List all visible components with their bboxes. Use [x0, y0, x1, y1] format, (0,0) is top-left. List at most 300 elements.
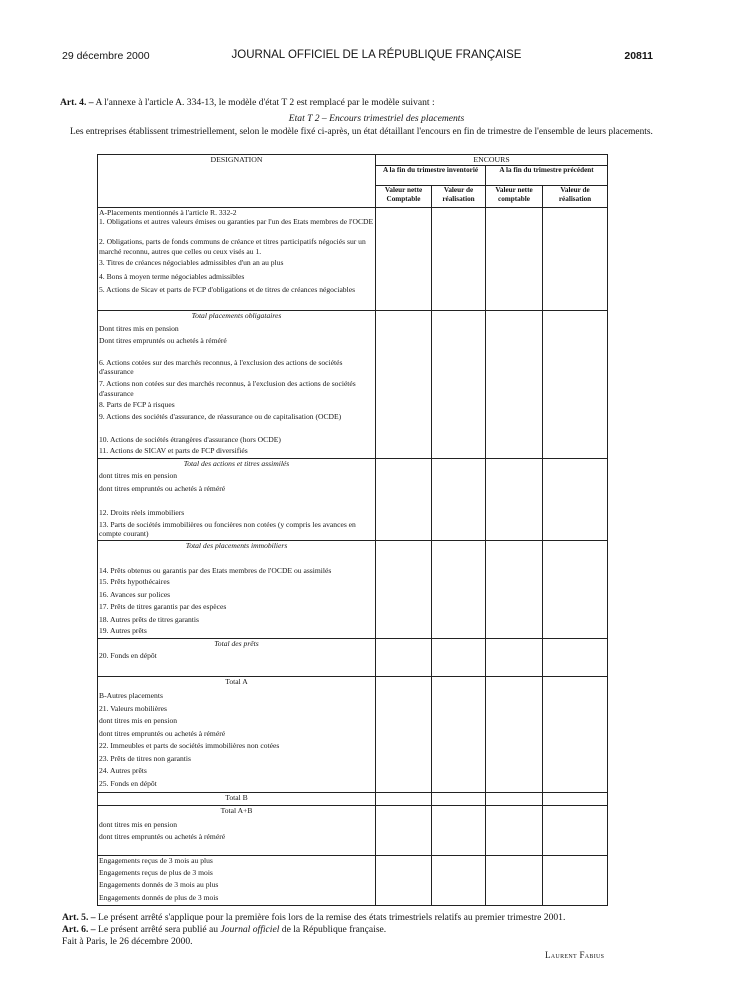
table-row: [98, 217, 608, 237]
value-cell: [376, 237, 432, 258]
article-4-text: A l'annexe à l'article A. 334-13, le modèle d'état T 2 est remplacé par le modèle suivant :: [93, 97, 435, 108]
value-cell: [486, 446, 543, 459]
net-book-value-prev-header: Valeur nette comptable: [486, 185, 543, 207]
value-cell: [376, 272, 432, 286]
value-cell: [543, 272, 608, 286]
row-designation: 5. Actions de Sicav et parts de FCP d'obligations et de titres de créances négociables: [98, 285, 376, 310]
value-cell: [486, 754, 543, 767]
table-row: [98, 508, 608, 520]
table-row: [98, 704, 608, 717]
fait-a-paris: Fait à Paris, le 26 décembre 2000.: [62, 936, 193, 947]
value-cell: [376, 508, 432, 520]
value-cell: [432, 716, 486, 729]
value-cell: [486, 258, 543, 272]
table-row: [98, 651, 608, 676]
value-cell: [376, 832, 432, 855]
value-cell: [432, 412, 486, 435]
value-cell: [376, 820, 432, 833]
value-cell: [486, 400, 543, 412]
value-cell: [432, 766, 486, 779]
value-cell: [486, 435, 543, 447]
value-cell: [376, 484, 432, 508]
value-cell: [486, 217, 543, 237]
value-cell: [432, 285, 486, 310]
row-designation: 25. Fonds en dépôt: [98, 779, 376, 793]
value-cell: [486, 566, 543, 578]
row-designation: Total B: [98, 792, 376, 806]
value-cell: [376, 217, 432, 237]
value-cell: [543, 207, 608, 217]
value-cell: [543, 779, 608, 793]
value-cell: [432, 615, 486, 627]
row-designation: 22. Immeubles et parts de sociétés immobilières non cotées: [98, 741, 376, 754]
value-cell: [543, 217, 608, 237]
value-cell: [376, 651, 432, 676]
table-row: [98, 471, 608, 484]
value-cell: [543, 832, 608, 855]
value-cell: [432, 590, 486, 603]
table-row: [98, 336, 608, 358]
value-cell: [432, 893, 486, 906]
row-designation: 2. Obligations, parts de fonds communs de créance et titres participatifs négociés sur un marché reconnu, autres que celles ou ceux visés au 1.: [98, 237, 376, 258]
table-row: [98, 806, 608, 820]
row-designation: Dont titres mis en pension: [98, 324, 376, 336]
table-row: [98, 820, 608, 833]
value-cell: [543, 379, 608, 400]
value-cell: [376, 400, 432, 412]
value-cell: [432, 855, 486, 868]
table-row: [98, 754, 608, 767]
value-cell: [486, 484, 543, 508]
value-cell: [543, 508, 608, 520]
value-cell: [432, 471, 486, 484]
table-row: [98, 258, 608, 272]
value-cell: [376, 893, 432, 906]
row-designation: dont titres empruntés ou achetés à réméré: [98, 484, 376, 508]
value-cell: [486, 459, 543, 472]
table-row: [98, 379, 608, 400]
table-row: [98, 691, 608, 704]
table-row: [98, 459, 608, 472]
value-cell: [486, 310, 543, 324]
value-cell: [543, 729, 608, 742]
value-cell: [486, 412, 543, 435]
table-row: [98, 729, 608, 742]
row-designation: 7. Actions non cotées sur des marchés reconnus, à l'exclusion des actions de sociétés d'assurance: [98, 379, 376, 400]
value-cell: [486, 691, 543, 704]
row-designation: Total des placements immobiliers: [98, 540, 376, 565]
value-cell: [432, 779, 486, 793]
row-designation: 6. Actions cotées sur des marchés reconnus, à l'exclusion des actions de sociétés d'assurance: [98, 358, 376, 380]
value-cell: [486, 540, 543, 565]
table-row: [98, 577, 608, 590]
value-cell: [486, 358, 543, 380]
row-designation: 8. Parts de FCP à risques: [98, 400, 376, 412]
value-cell: [486, 766, 543, 779]
row-designation: dont titres mis en pension: [98, 716, 376, 729]
page-number: 20811: [624, 50, 653, 62]
value-cell: [376, 639, 432, 652]
row-designation: Engagements donnés de 3 mois au plus: [98, 880, 376, 893]
table-row: [98, 792, 608, 806]
value-cell: [376, 590, 432, 603]
value-cell: [543, 258, 608, 272]
value-cell: [486, 729, 543, 742]
value-cell: [543, 855, 608, 868]
table-row: [98, 741, 608, 754]
value-cell: [432, 806, 486, 820]
article-5: [62, 912, 565, 923]
value-cell: [432, 207, 486, 217]
table-row: [98, 779, 608, 793]
article-4-label: Art. 4. –: [60, 97, 94, 108]
row-designation: 1. Obligations et autres valeurs émises ou garanties par l'un des Etats membres de l'OCDE: [98, 217, 376, 237]
value-cell: [432, 508, 486, 520]
row-designation: 19. Autres prêts: [98, 626, 376, 639]
value-cell: [543, 806, 608, 820]
value-cell: [543, 435, 608, 447]
value-cell: [543, 459, 608, 472]
value-cell: [376, 766, 432, 779]
row-designation: 3. Titres de créances négociables admissibles d'un an au plus: [98, 258, 376, 272]
value-cell: [486, 508, 543, 520]
value-cell: [543, 400, 608, 412]
row-designation: Engagements donnés de plus de 3 mois: [98, 893, 376, 906]
row-designation: 10. Actions de sociétés étrangères d'assurance (hors OCDE): [98, 435, 376, 447]
row-designation: Total des actions et titres assimilés: [98, 459, 376, 472]
value-cell: [543, 754, 608, 767]
value-cell: [486, 285, 543, 310]
value-cell: [432, 880, 486, 893]
value-cell: [543, 310, 608, 324]
article-6-text-after: de la République française.: [279, 924, 387, 935]
realisation-value-prev-header: Valeur de réalisation: [543, 185, 608, 207]
article-6: [62, 924, 386, 935]
value-cell: [376, 336, 432, 358]
row-designation: 21. Valeurs mobilières: [98, 704, 376, 717]
row-designation: Total A+B: [98, 806, 376, 820]
realisation-value-header: Valeur de réalisation: [432, 185, 486, 207]
signature: Laurent Fabius: [545, 950, 605, 960]
value-cell: [376, 285, 432, 310]
value-cell: [543, 792, 608, 806]
table-row: [98, 237, 608, 258]
value-cell: [432, 729, 486, 742]
value-cell: [432, 741, 486, 754]
value-cell: [376, 754, 432, 767]
value-cell: [432, 379, 486, 400]
value-cell: [376, 577, 432, 590]
article-6-label: Art. 6. –: [62, 924, 96, 935]
value-cell: [543, 484, 608, 508]
value-cell: [376, 412, 432, 435]
value-cell: [543, 893, 608, 906]
table-row: [98, 324, 608, 336]
value-cell: [376, 324, 432, 336]
value-cell: [432, 358, 486, 380]
value-cell: [543, 626, 608, 639]
value-cell: [486, 855, 543, 868]
etat-title: Etat T 2 – Encours trimestriel des placements: [288, 113, 465, 124]
table-row: [98, 626, 608, 639]
value-cell: [543, 577, 608, 590]
value-cell: [486, 868, 543, 881]
row-designation: dont titres mis en pension: [98, 820, 376, 833]
table-row: [98, 615, 608, 627]
value-cell: [432, 217, 486, 237]
value-cell: [376, 358, 432, 380]
table-row: [98, 358, 608, 380]
value-cell: [432, 868, 486, 881]
row-designation: 15. Prêts hypothécaires: [98, 577, 376, 590]
value-cell: [543, 716, 608, 729]
table-row: [98, 207, 608, 217]
value-cell: [376, 729, 432, 742]
value-cell: [432, 754, 486, 767]
value-cell: [432, 484, 486, 508]
value-cell: [376, 379, 432, 400]
value-cell: [486, 237, 543, 258]
value-cell: [543, 324, 608, 336]
row-designation: 23. Prêts de titres non garantis: [98, 754, 376, 767]
value-cell: [376, 258, 432, 272]
value-cell: [376, 806, 432, 820]
value-cell: [432, 566, 486, 578]
row-designation: dont titres mis en pension: [98, 471, 376, 484]
value-cell: [376, 704, 432, 717]
value-cell: [376, 880, 432, 893]
value-cell: [543, 820, 608, 833]
value-cell: [543, 651, 608, 676]
value-cell: [486, 602, 543, 615]
table-row: [98, 590, 608, 603]
value-cell: [486, 520, 543, 541]
value-cell: [486, 336, 543, 358]
value-cell: [486, 207, 543, 217]
previous-quarter-header: A la fin du trimestre précédent: [486, 165, 608, 185]
value-cell: [432, 459, 486, 472]
value-cell: [486, 324, 543, 336]
row-designation: Total des prêts: [98, 639, 376, 652]
article-5-text: Le présent arrêté s'applique pour la première fois lors de la remise des états trimestriels relatifs au premier trimestre 2001.: [95, 912, 566, 923]
value-cell: [432, 324, 486, 336]
row-designation: 11. Actions de SICAV et parts de FCP diversifiés: [98, 446, 376, 459]
value-cell: [543, 446, 608, 459]
row-designation: 18. Autres prêts de titres garantis: [98, 615, 376, 627]
value-cell: [376, 691, 432, 704]
value-cell: [486, 741, 543, 754]
table-row: [98, 400, 608, 412]
value-cell: [543, 639, 608, 652]
row-designation: 12. Droits réels immobiliers: [98, 508, 376, 520]
value-cell: [486, 577, 543, 590]
value-cell: [376, 459, 432, 472]
value-cell: [486, 272, 543, 286]
value-cell: [543, 336, 608, 358]
value-cell: [376, 676, 432, 691]
value-cell: [432, 651, 486, 676]
value-cell: [486, 880, 543, 893]
row-designation: 20. Fonds en dépôt: [98, 651, 376, 676]
table-row: [98, 310, 608, 324]
journal-title: JOURNAL OFFICIEL DE LA RÉPUBLIQUE FRANÇAISE: [231, 49, 522, 61]
value-cell: [432, 639, 486, 652]
value-cell: [486, 893, 543, 906]
value-cell: [432, 258, 486, 272]
value-cell: [376, 446, 432, 459]
value-cell: [486, 379, 543, 400]
value-cell: [432, 435, 486, 447]
value-cell: [543, 880, 608, 893]
article-6-text-before: Le présent arrêté sera publié au: [95, 924, 221, 935]
table-row: [98, 272, 608, 286]
value-cell: [376, 566, 432, 578]
table-row: [98, 868, 608, 881]
table-row: [98, 855, 608, 868]
value-cell: [486, 615, 543, 627]
value-cell: [376, 207, 432, 217]
row-designation: A-Placements mentionnés à l'article R. 332-2: [98, 207, 376, 217]
value-cell: [432, 602, 486, 615]
row-designation: 9. Actions des sociétés d'assurance, de réassurance ou de capitalisation (OCDE): [98, 412, 376, 435]
value-cell: [432, 626, 486, 639]
journal-officiel-ref: Journal officiel: [220, 924, 280, 935]
value-cell: [376, 471, 432, 484]
value-cell: [543, 237, 608, 258]
value-cell: [432, 832, 486, 855]
value-cell: [486, 716, 543, 729]
value-cell: [376, 435, 432, 447]
value-cell: [376, 741, 432, 754]
value-cell: [543, 602, 608, 615]
value-cell: [432, 520, 486, 541]
value-cell: [486, 639, 543, 652]
encours-header: ENCOURS: [376, 155, 608, 166]
value-cell: [376, 626, 432, 639]
value-cell: [432, 577, 486, 590]
value-cell: [486, 651, 543, 676]
row-designation: 13. Parts de sociétés immobilières ou foncières non cotées (y compris les avances en compte courant): [98, 520, 376, 541]
value-cell: [486, 676, 543, 691]
value-cell: [543, 540, 608, 565]
value-cell: [376, 310, 432, 324]
table-row: [98, 446, 608, 459]
row-designation: Engagements reçus de plus de 3 mois: [98, 868, 376, 881]
table-row: [98, 832, 608, 855]
table-row: [98, 602, 608, 615]
value-cell: [486, 779, 543, 793]
table-row: [98, 716, 608, 729]
value-cell: [486, 626, 543, 639]
table-row: [98, 412, 608, 435]
current-quarter-header: A la fin du trimestre inventorié: [376, 165, 486, 185]
value-cell: [376, 602, 432, 615]
row-designation: Engagements reçus de 3 mois au plus: [98, 855, 376, 868]
value-cell: [376, 792, 432, 806]
row-designation: Total placements obligataires: [98, 310, 376, 324]
header-date: 29 décembre 2000: [62, 50, 150, 62]
article-5-label: Art. 5. –: [62, 912, 96, 923]
row-designation: dont titres empruntés ou achetés à réméré: [98, 832, 376, 855]
value-cell: [432, 310, 486, 324]
net-book-value-header: Valeur nette Comptable: [376, 185, 432, 207]
article-4: [60, 97, 435, 108]
table-row: [98, 540, 608, 565]
value-cell: [543, 285, 608, 310]
table-row: [98, 520, 608, 541]
value-cell: [376, 520, 432, 541]
value-cell: [376, 855, 432, 868]
table-row: [98, 766, 608, 779]
value-cell: [432, 691, 486, 704]
value-cell: [543, 741, 608, 754]
value-cell: [432, 704, 486, 717]
table-row: [98, 639, 608, 652]
row-designation: 16. Avances sur polices: [98, 590, 376, 603]
value-cell: [486, 704, 543, 717]
value-cell: [432, 820, 486, 833]
value-cell: [432, 336, 486, 358]
table-row: [98, 880, 608, 893]
value-cell: [543, 590, 608, 603]
etat-t2-table: [97, 154, 608, 906]
row-designation: B-Autres placements: [98, 691, 376, 704]
row-designation: Dont titres empruntés ou achetés à réméré: [98, 336, 376, 358]
value-cell: [543, 676, 608, 691]
row-designation: 4. Bons à moyen terme négociables admissibles: [98, 272, 376, 286]
value-cell: [543, 766, 608, 779]
value-cell: [543, 615, 608, 627]
table-row: [98, 676, 608, 691]
value-cell: [486, 820, 543, 833]
table-row: [98, 566, 608, 578]
value-cell: [543, 520, 608, 541]
value-cell: [543, 566, 608, 578]
designation-header: DESIGNATION: [98, 155, 376, 208]
intro-paragraph: Les entreprises établissent trimestriellement, selon le modèle fixé ci-après, un état détaillant l'encours en fin de trimestre de l'ensemble de leurs placements.: [70, 127, 653, 137]
value-cell: [376, 779, 432, 793]
value-cell: [432, 676, 486, 691]
value-cell: [376, 868, 432, 881]
value-cell: [432, 237, 486, 258]
value-cell: [432, 540, 486, 565]
value-cell: [376, 716, 432, 729]
table-row: [98, 484, 608, 508]
value-cell: [486, 590, 543, 603]
value-cell: [543, 412, 608, 435]
value-cell: [432, 272, 486, 286]
table-row: [98, 435, 608, 447]
row-designation: Total A: [98, 676, 376, 691]
row-designation: 17. Prêts de titres garantis par des espèces: [98, 602, 376, 615]
value-cell: [486, 471, 543, 484]
value-cell: [543, 358, 608, 380]
value-cell: [486, 806, 543, 820]
row-designation: 14. Prêts obtenus ou garantis par des Etats membres de l'OCDE ou assimilés: [98, 566, 376, 578]
value-cell: [432, 400, 486, 412]
table-row: [98, 893, 608, 906]
value-cell: [376, 615, 432, 627]
value-cell: [543, 691, 608, 704]
value-cell: [543, 868, 608, 881]
value-cell: [543, 471, 608, 484]
value-cell: [543, 704, 608, 717]
table-row: [98, 285, 608, 310]
row-designation: 24. Autres prêts: [98, 766, 376, 779]
row-designation: dont titres empruntés ou achetés à réméré: [98, 729, 376, 742]
value-cell: [432, 446, 486, 459]
value-cell: [376, 540, 432, 565]
